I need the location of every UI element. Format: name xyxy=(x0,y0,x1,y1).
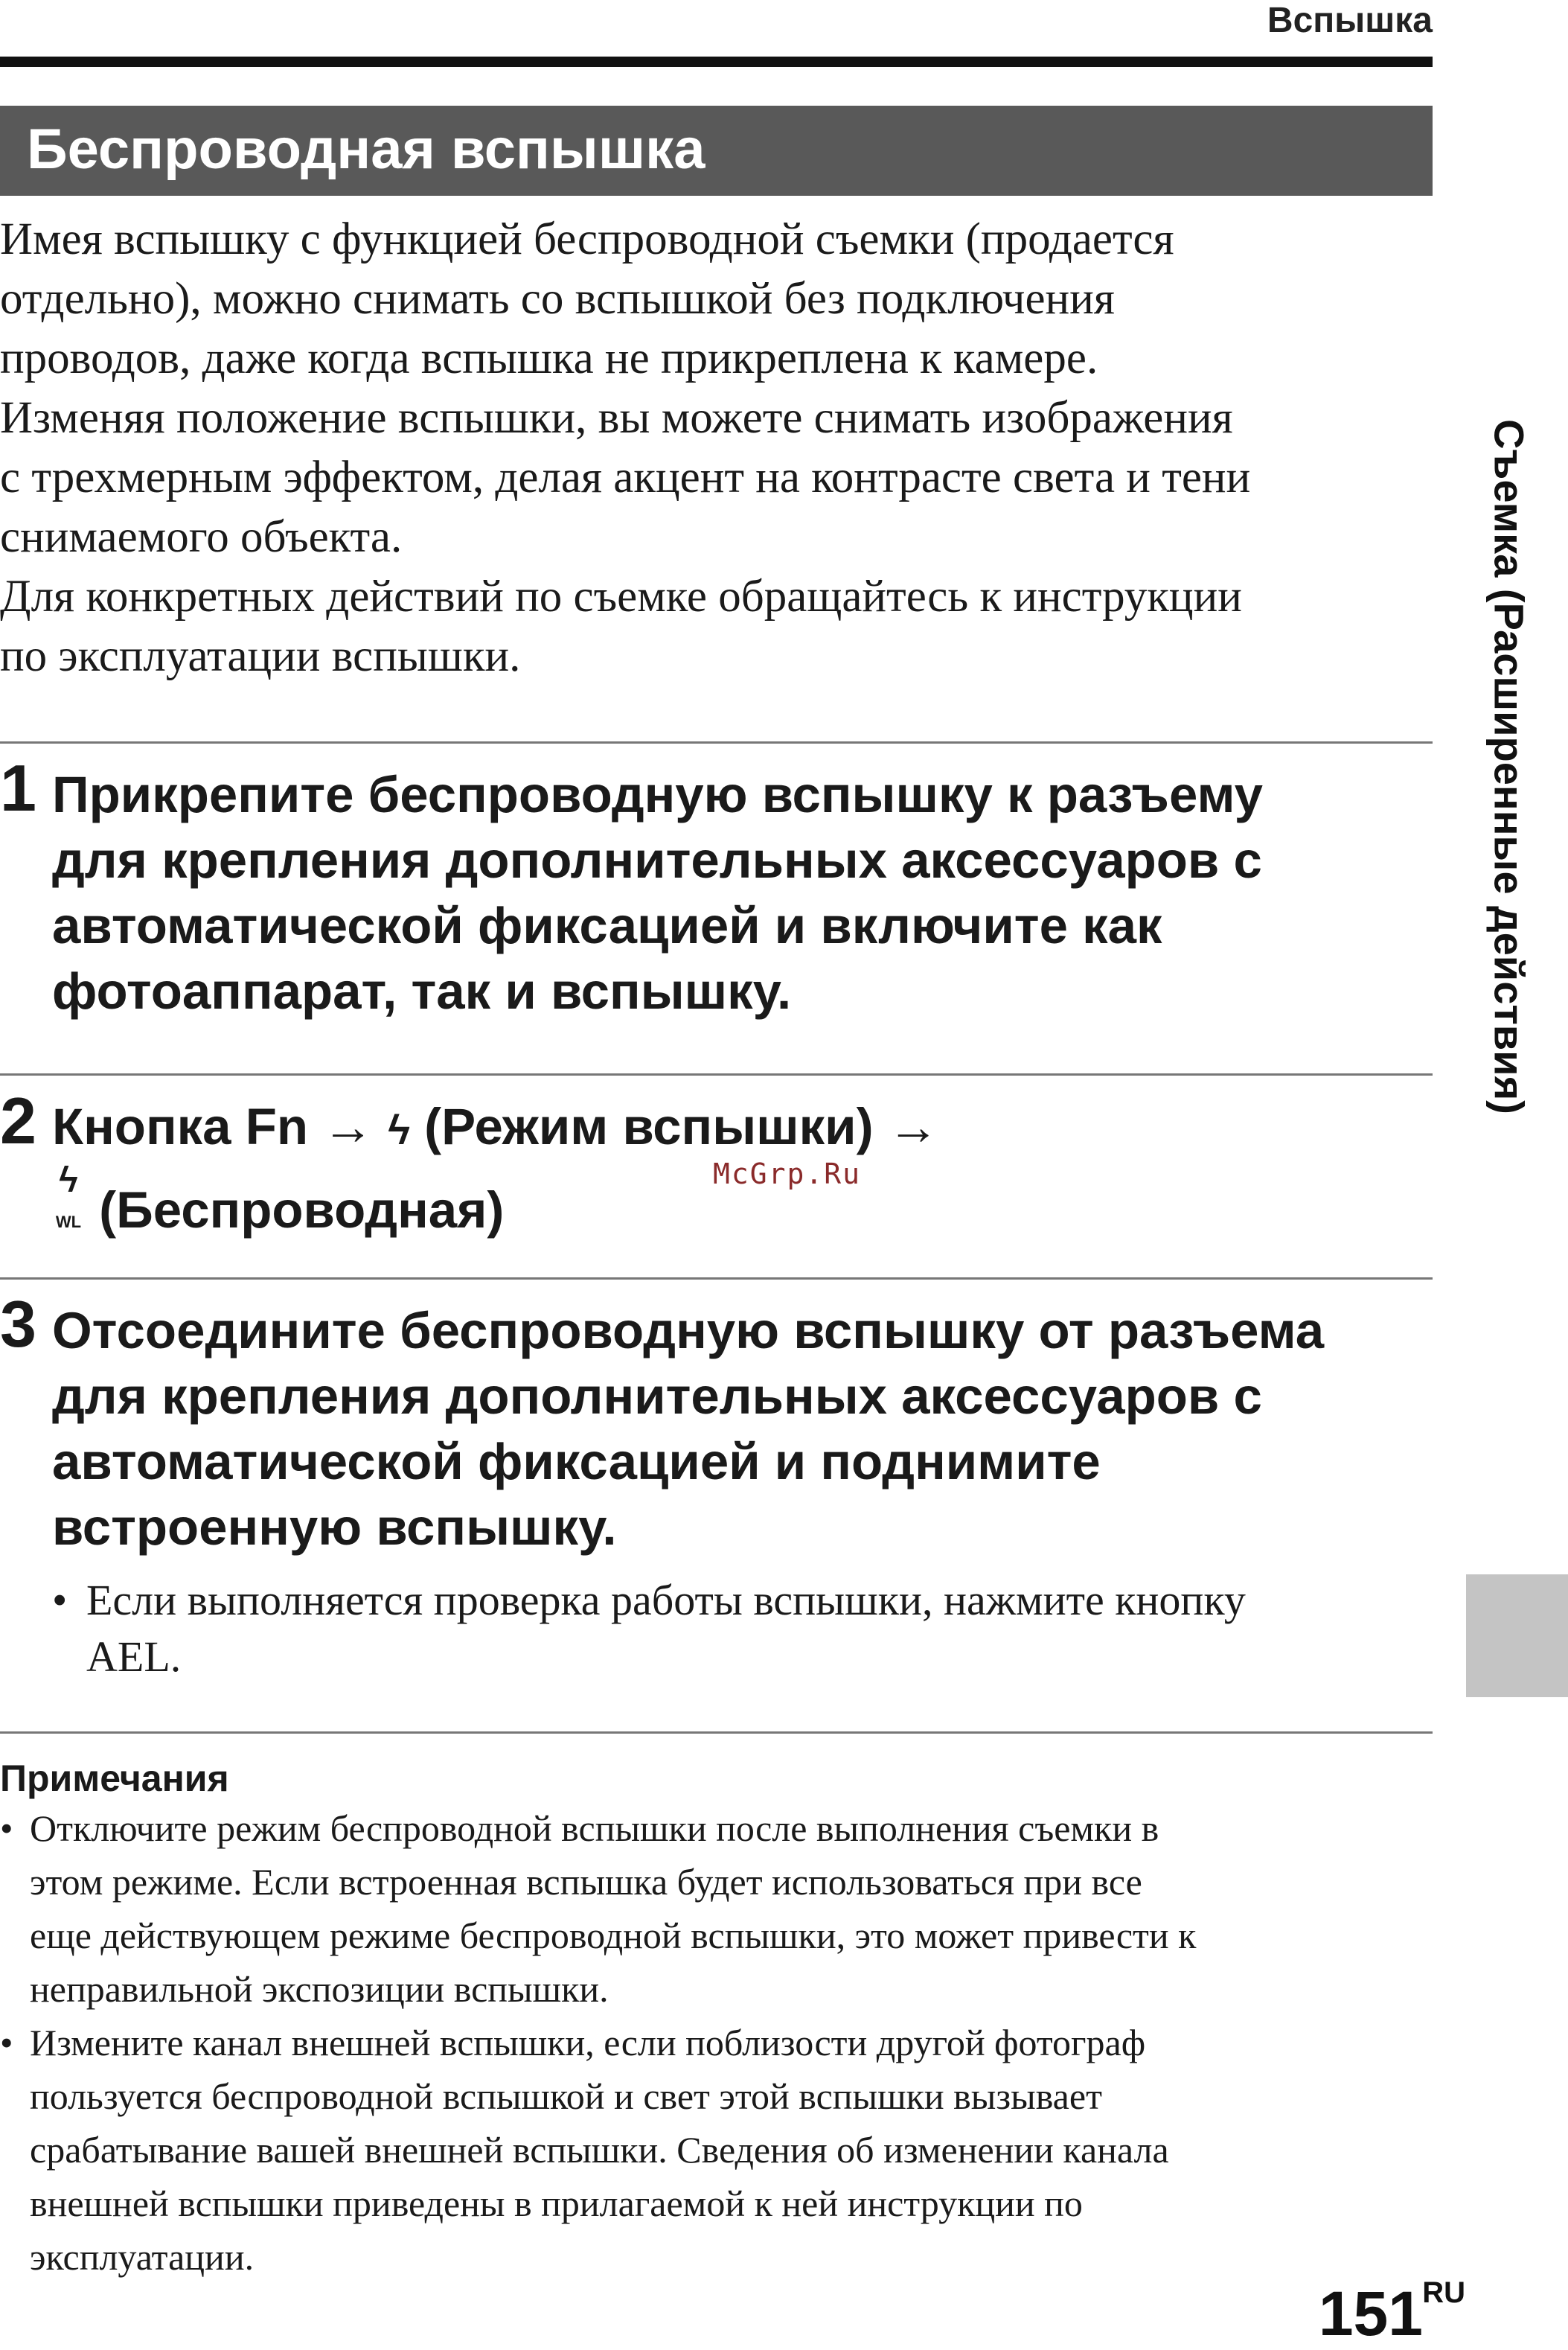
step-divider xyxy=(0,741,1433,744)
intro-line: проводов, даже когда вспышка не прикреплена к камере. xyxy=(0,333,1098,383)
step-3-line: автоматической фиксацией и поднимите xyxy=(52,1433,1101,1490)
step-3-number: 3 xyxy=(0,1287,36,1361)
intro-line: с трехмерным эффектом, делая акцент на контрасте света и тени xyxy=(0,453,1251,502)
intro-line: Изменяя положение вспышки, вы можете снимать изображения xyxy=(0,393,1233,443)
note-line: срабатывание вашей внешней вспышки. Сведения об изменении канала xyxy=(30,2129,1169,2171)
step-1-number: 1 xyxy=(0,751,36,825)
notes-divider xyxy=(0,1731,1433,1734)
intro-line: по эксплуатации вспышки. xyxy=(0,631,521,681)
note-line: еще действующем режиме беспроводной вспышки, это может привести к xyxy=(30,1915,1197,1956)
note-line: эксплуатации. xyxy=(30,2236,255,2278)
wireless-label: (Беспроводная) xyxy=(99,1181,505,1239)
wireless-flash-bolt: ϟ xyxy=(59,1160,78,1200)
note-line: внешней вспышки приведены в прилагаемой к ней инструкции по xyxy=(30,2183,1083,2224)
step-divider xyxy=(0,1277,1433,1280)
step-3-line: Отсоедините беспроводную вспышку от разъема xyxy=(52,1302,1325,1359)
notes-title: Примечания xyxy=(0,1757,229,1799)
step-1-line: Прикрепите беспроводную вспышку к разъему xyxy=(52,766,1263,823)
step-divider xyxy=(0,1073,1433,1076)
watermark: McGrp.Ru xyxy=(713,1158,862,1190)
step-3-line: для крепления дополнительных аксессуаров с xyxy=(52,1367,1262,1425)
bullet-dot: • xyxy=(0,1807,13,1849)
bullet-line: Если выполняется проверка работы вспышки, нажмите кнопку xyxy=(86,1576,1246,1624)
intro-line: Имея вспышку с функцией беспроводной съемки (продается xyxy=(0,214,1174,264)
note-line: пользуется беспроводной вспышкой и свет этой вспышки вызывает xyxy=(30,2075,1102,2117)
note-line: Измените канал внешней вспышки, если поблизости другой фотограф xyxy=(30,2022,1146,2063)
note-item xyxy=(0,1801,1433,2016)
intro-line: снимаемого объекта. xyxy=(0,512,403,562)
step-2-line-1 xyxy=(52,1094,1429,1163)
header-rule xyxy=(0,57,1433,67)
intro-line: отдельно), можно снимать со вспышкой без подключения xyxy=(0,274,1115,324)
bullet-dot: • xyxy=(52,1576,68,1624)
intro-line: Для конкретных действий по съемке обращайтесь к инструкции xyxy=(0,572,1242,622)
section-title: Беспроводная вспышка xyxy=(27,118,705,181)
notes-list xyxy=(0,1801,1433,2284)
step-1-line: автоматической фиксацией и включите как xyxy=(52,897,1162,954)
side-chapter-tab xyxy=(1466,1574,1568,1697)
flash-mode-icon: ϟ xyxy=(388,1106,410,1153)
wireless-flash-icon xyxy=(52,1160,85,1234)
fn-button-label: Кнопка Fn xyxy=(52,1098,308,1155)
step-1-line: фотоаппарат, так и вспышку. xyxy=(52,962,792,1020)
note-item xyxy=(0,2016,1433,2284)
note-line: Отключите режим беспроводной вспышки после выполнения съемки в xyxy=(30,1807,1159,1849)
step-2-number: 2 xyxy=(0,1084,36,1158)
step-3-text xyxy=(52,1298,1429,1560)
arrow-icon: → xyxy=(322,1098,374,1155)
section-title-bar xyxy=(0,106,1433,196)
arrow-icon: → xyxy=(887,1098,939,1155)
intro-paragraph xyxy=(0,210,1433,686)
step-1-text xyxy=(52,762,1429,1024)
page-number: 151 xyxy=(1318,2279,1423,2349)
flash-mode-label: (Режим вспышки) xyxy=(424,1098,874,1155)
note-line: неправильной экспозиции вспышки. xyxy=(30,1968,609,2010)
bullet-line: AEL. xyxy=(86,1632,182,1681)
step-1-line: для крепления дополнительных аксессуаров с xyxy=(52,831,1262,889)
note-line: этом режиме. Если встроенная вспышка будет использоваться при все xyxy=(30,1861,1142,1903)
page-language: RU xyxy=(1422,2276,1465,2309)
wireless-flash-sub: WL xyxy=(55,1213,82,1231)
step-3-bullet xyxy=(52,1572,1429,1685)
running-header: Вспышка xyxy=(1267,1,1433,40)
step-3-line: встроенную вспышку. xyxy=(52,1498,617,1556)
side-chapter-text: Съемка (Расширенные действия) xyxy=(1485,419,1533,1114)
bullet-dot: • xyxy=(0,2022,13,2063)
